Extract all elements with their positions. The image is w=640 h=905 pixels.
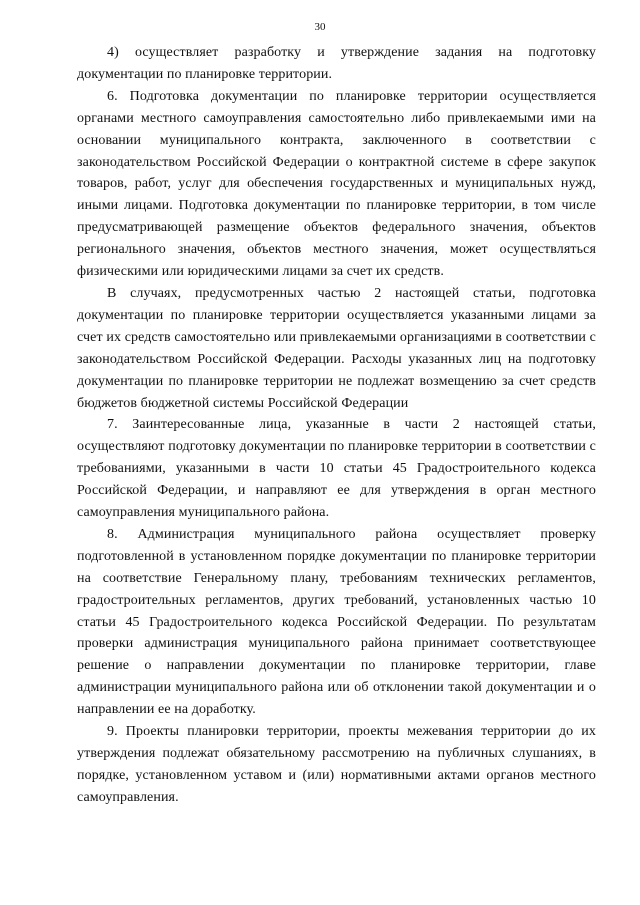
paragraph-6: 6. Подготовка документации по планировке территории осуществляется органами местного самоуправления самостоятельно либо привлекаемыми ими на основании муниципального контракта, заключенного в соответствии с законодательством Российской Федерации о контрактной системе в сфере закупок товаров, работ, услуг для обеспечения государственных и муниципальных нужд, иными лицами. Подготовка документации по планировке территории, в том числе предусматривающей размещение объектов федерального значения, объектов регионального значения, объектов местного значения, может осуществляться физическими или юридическими лицами за счет их средств. [77,88,596,280]
paragraph-7: 7. Заинтересованные лица, указанные в части 2 настоящей статьи, осуществляют подготовку документации по планировке территории в соответствии с требованиями, указанными в части 10 статьи 45 Градостроительного кодекса Российской Федерации, и направляют ее для утверждения в орган местного самоуправления муниципального района. [77,417,596,521]
page-number: 30 [314,21,326,33]
document-body [77,42,596,809]
paragraph-cases: В случаях, предусмотренных частью 2 настоящей статьи, подготовка документации по планировке территории осуществляется указанными лицами за счет их средств самостоятельно или привлекаемыми организациями в соответствии с законодательством Российской Федерации. Расходы указанных лиц на подготовку документации по планировке территории не подлежат возмещению за счет средств бюджетов бюджетной системы Российской Федерации [77,285,596,411]
paragraph-item-4: 4) осуществляет разработку и утверждение задания на подготовку документации по планировке территории. [77,45,596,82]
paragraph-8: 8. Администрация муниципального района осуществляет проверку подготовленной в установленном порядке документации по планировке территории на соответствие Генеральному плану, требованиям технических регламентов, градостроительных регламентов, других требований, установленных частью 10 статьи 45 Градостроительного кодекса Российской Федерации. По результатам проверки администрация муниципального района принимает соответствующее решение о направлении документации по планировке территории, главе администрации муниципального района или об отклонении такой документации и о направлении ее на доработку. [77,526,596,718]
paragraph-9: 9. Проекты планировки территории, проекты межевания территории до их утверждения подлежат обязательному рассмотрению на публичных слушаниях, в порядке, установленном уставом и (или) нормативными актами органов местного самоуправления. [77,724,596,805]
